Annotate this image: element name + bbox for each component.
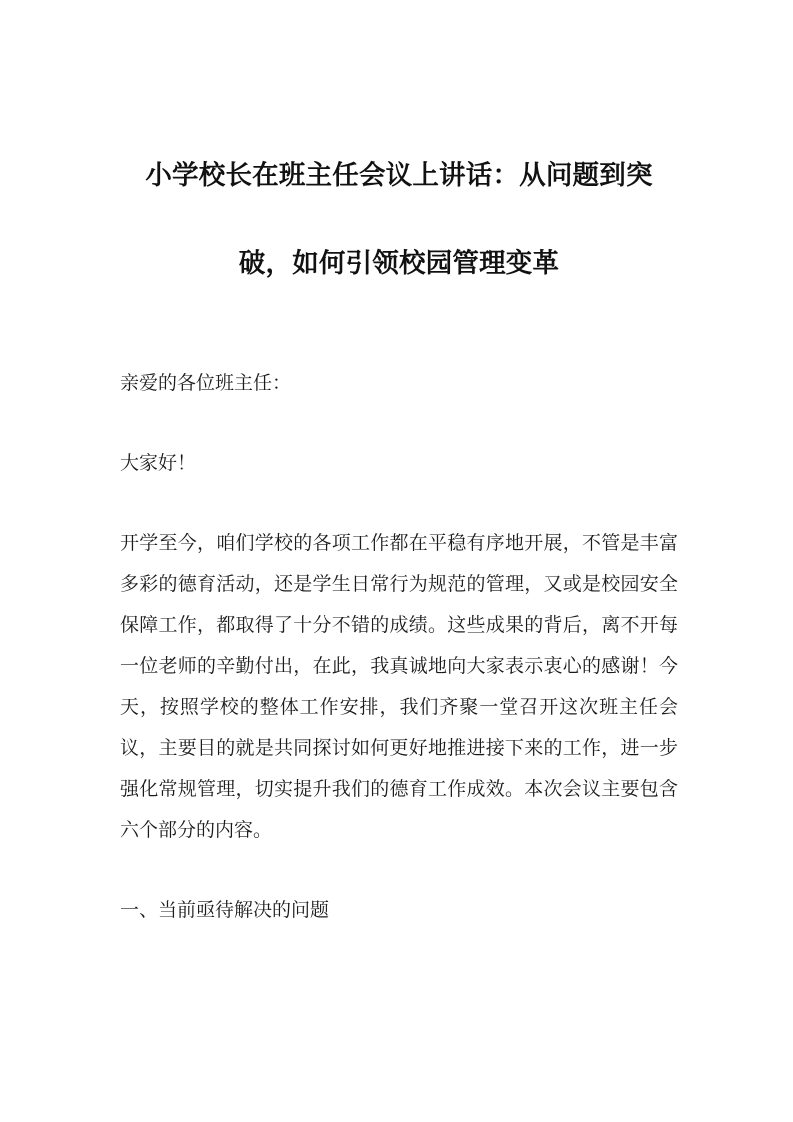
page-title-line-1: 小学校长在班主任会议上讲话：从问题到突 — [145, 160, 653, 190]
page-title-line-2: 破，如何引领校园管理变革 — [238, 248, 560, 278]
page-title — [120, 0, 678, 307]
document-content-column — [120, 0, 678, 931]
salutation: 亲爱的各位班主任： — [120, 373, 292, 394]
greeting: 大家好！ — [120, 453, 197, 474]
section-heading-1: 一、当前亟待解决的问题 — [120, 900, 330, 921]
body-paragraph: 开学至今，咱们学校的各项工作都在平稳有序地开展，不管是丰富多彩的德育活动，还是学生日常行为规范的管理，又或是校园安全保障工作，都取得了十分不错的成绩。这些成果的背后，离不开每一位老师的辛勤付出，在此，我真诚地向大家表示衷心的感谢！今天，按照学校的整体工作安排，我们齐聚一堂召开这次班主任会议，主要目的就是共同探讨如何更好地推进接下来的工作，进一步强化常规管理，切实提升我们的德育工作成效。本次会议主要包含六个部分的内容。 — [120, 533, 678, 841]
